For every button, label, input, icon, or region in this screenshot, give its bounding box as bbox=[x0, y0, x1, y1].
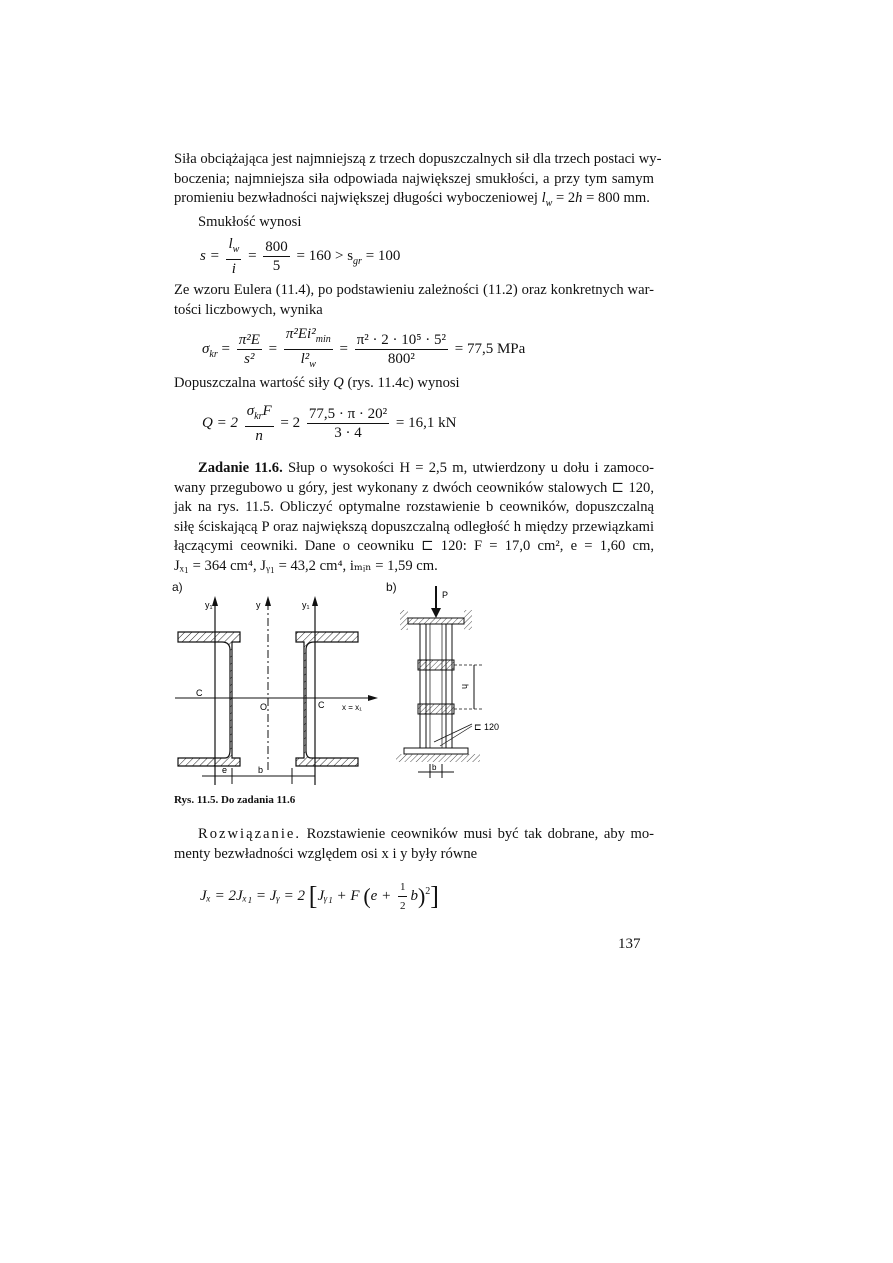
text-line: Dopuszczalna wartość siły Q (rys. 11.4c) wynosi bbox=[174, 375, 460, 391]
origin-label: O bbox=[260, 702, 268, 712]
paragraph-euler bbox=[174, 281, 654, 320]
task-title: Zadanie 11.6. bbox=[198, 460, 283, 476]
text-line: Jₓ₁ = 364 cm⁴, Jᵧ₁ = 43,2 cm⁴, iₘᵢₙ = 1,59 cm. bbox=[174, 557, 438, 574]
figure-caption: Rys. 11.5. Do zadania 11.6 bbox=[174, 794, 296, 806]
centroid-label-right: C bbox=[318, 700, 325, 710]
channel-section-diagram bbox=[170, 590, 390, 790]
section-label: ⊏ 120 bbox=[474, 722, 500, 732]
y1-axis-label-left: y₁ bbox=[205, 600, 213, 610]
dimension-b-label: b bbox=[258, 765, 264, 775]
equation-slenderness: s = $\frac{l_w}{i}$ = $\frac{800}{5}$ = $160 > s_{gr} = 100$ bbox=[200, 236, 401, 277]
figure-a-label: a) bbox=[172, 580, 183, 594]
text-line: boczenia; najmniejsza siła odpowiada największej smukłości, a przy tym samym bbox=[174, 170, 654, 187]
y1-axis-label-right: y₁ bbox=[302, 600, 310, 610]
centroid-label-left: C bbox=[196, 688, 203, 698]
column-elevation-diagram bbox=[390, 584, 510, 784]
equation-critical-stress: $\sigma_{kr}$ = $\frac{\text{π²E}}{\text{s²}}$ = $\frac{\pi^2Ei^2_{min}}{l^2_w}$ = $\frac{\text{π² · 2 · 10⁵ · 5²}}{\text{800²}}$ = 77,5 MPa bbox=[202, 326, 526, 370]
text-line: menty bezwładności względem osi x i y były równe bbox=[174, 845, 478, 862]
text-line: Ze wzoru Eulera (11.4), po podstawieniu zależności (11.2) oraz konkretnych war- bbox=[174, 282, 654, 298]
text-line: siłę ściskającą P oraz największą dopuszczalną odległość h między przewiązkami bbox=[174, 518, 654, 535]
page-number: 137 bbox=[618, 936, 641, 952]
text-line: promieniu bezwładności największej długości wyboczeniowej $l_w = 2h = 800$ mm. bbox=[174, 190, 650, 209]
y-axis-label: y bbox=[256, 600, 261, 610]
text-line: łączącymi ceowniki. Dane o ceowniku ⊏ 120: F = 17,0 cm², e = 1,60 cm, bbox=[174, 538, 654, 554]
text-line: Rozwiązanie. Rozstawienie ceowników musi być tak dobrane, aby mo- bbox=[198, 826, 654, 842]
dimension-b-label: b bbox=[432, 763, 437, 772]
solution-paragraph bbox=[174, 825, 654, 864]
figure-b-label: b) bbox=[386, 580, 397, 594]
text-line: jak na rys. 11.5. Obliczyć optymalne rozstawienie b ceowników, dopuszczalną bbox=[174, 499, 654, 515]
text-line: Siła obciążająca jest najmniejszą z trzech dopuszczalnych sił dla trzech postaci wy- bbox=[174, 151, 662, 167]
force-p-label: P bbox=[442, 590, 449, 600]
paragraph-allowable-force bbox=[174, 374, 654, 394]
paragraph-intro bbox=[174, 150, 662, 233]
text-line: Smukłość wynosi bbox=[198, 214, 302, 231]
equation-allowable-force: Q = 2 $\frac{\sigma_{kr}F}{n}$ = 2 $\frac{\text{77,5 · π · 20²}}{3 \cdot 4}$ = 16,1 kN bbox=[202, 403, 457, 444]
dimension-h-label: h bbox=[460, 684, 470, 690]
text-line: Zadanie 11.6. Słup o wysokości H = 2,5 m, utwierdzony u dołu i zamoco- bbox=[198, 460, 654, 476]
x-axis-label: x = x₁ bbox=[342, 703, 362, 712]
task-11-6 bbox=[174, 459, 654, 576]
text-line: tości liczbowych, wynika bbox=[174, 301, 323, 318]
dimension-e-label: e bbox=[222, 765, 228, 775]
equation-moments-of-inertia: Jₓ = 2Jₓ₁ = Jᵧ = 2 [Jᵧ₁ + F (e + $\frac{1}{2}$ b)$^2$] bbox=[200, 878, 439, 915]
text-line: wany przegubowo u góry, jest wykonany z dwóch ceowników stalowych ⊏ 120, bbox=[174, 479, 654, 496]
